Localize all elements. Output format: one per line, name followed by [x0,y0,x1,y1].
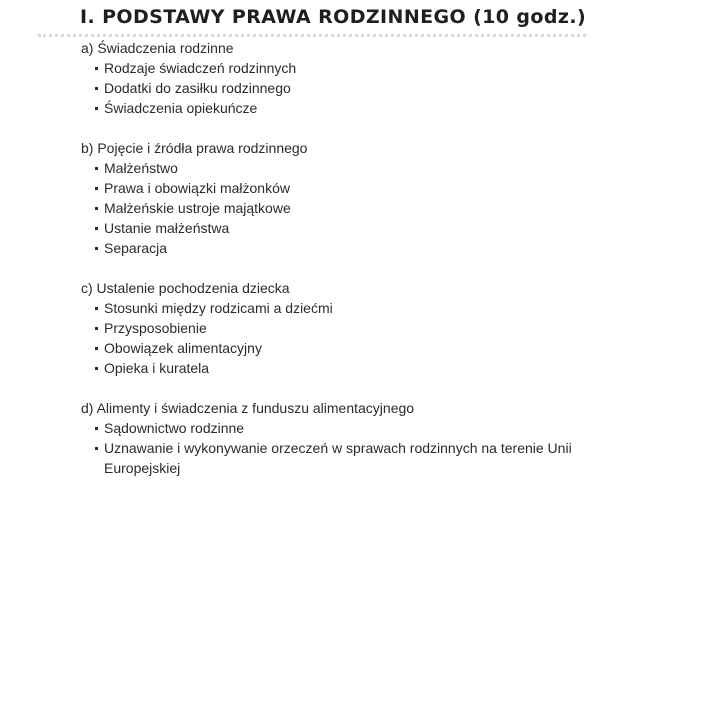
list-item [81,178,601,198]
list-item-text: Ustanie małżeństwa [104,220,230,236]
list-item [81,58,601,78]
bullet-icon [95,167,98,170]
bullet-icon [95,207,98,210]
list-item-text: Małżeństwo [104,160,178,176]
list-item [81,218,601,238]
section-item-list [81,58,601,118]
list-item [81,298,601,318]
list-item-text: Separacja [104,240,168,256]
section-c [81,278,601,378]
section-item-list [81,418,601,478]
list-item [81,98,601,118]
list-item [81,418,601,438]
section-item-list [81,298,601,378]
list-item [81,198,601,218]
bullet-icon [95,447,98,450]
list-item-text: Sądownictwo rodzinne [104,420,245,436]
bullet-icon [95,107,98,110]
bullet-icon [95,347,98,350]
section-b [81,138,601,258]
section-item-list [81,158,601,258]
bullet-icon [95,367,98,370]
list-item-text: Rodzaje świadczeń rodzinnych [104,60,297,76]
list-item-text: Uznawanie i wykonywanie orzeczeń w sprawach rodzinnych na terenie Unii Europejskiej [104,440,572,476]
bullet-icon [95,227,98,230]
list-item [81,238,601,258]
section-title: b) Pojęcie i źródła prawa rodzinnego [81,140,308,156]
list-item [81,158,601,178]
bullet-icon [95,87,98,90]
bullet-icon [95,187,98,190]
list-item [81,318,601,338]
section-d [81,398,601,478]
list-item-text: Opieka i kuratela [104,360,210,376]
bullet-icon [95,427,98,430]
section-title: a) Świadczenia rodzinne [81,40,234,56]
list-item-text: Obowiązek alimentacyjny [104,340,262,356]
bullet-icon [95,67,98,70]
list-item [81,438,601,478]
list-item-text: Małżeńskie ustroje majątkowe [104,200,291,216]
dotted-divider [38,34,586,37]
list-item-text: Stosunki między rodzicami a dziećmi [104,300,333,316]
list-item-text: Dodatki do zasiłku rodzinnego [104,80,291,96]
list-item [81,358,601,378]
list-item-text: Prawa i obowiązki małżonków [104,180,290,196]
bullet-icon [95,247,98,250]
course-outline [81,38,601,498]
bullet-icon [95,307,98,310]
bullet-icon [95,327,98,330]
list-item [81,338,601,358]
section-title: c) Ustalenie pochodzenia dziecka [81,280,290,296]
list-item-text: Świadczenia opiekuńcze [104,100,258,116]
section-title: d) Alimenty i świadczenia z funduszu alimentacyjnego [81,400,415,416]
section-a [81,38,601,118]
page-title: I. PODSTAWY PRAWA RODZINNEGO (10 godz.) [80,6,587,28]
list-item-text: Przysposobienie [104,320,207,336]
list-item [81,78,601,98]
